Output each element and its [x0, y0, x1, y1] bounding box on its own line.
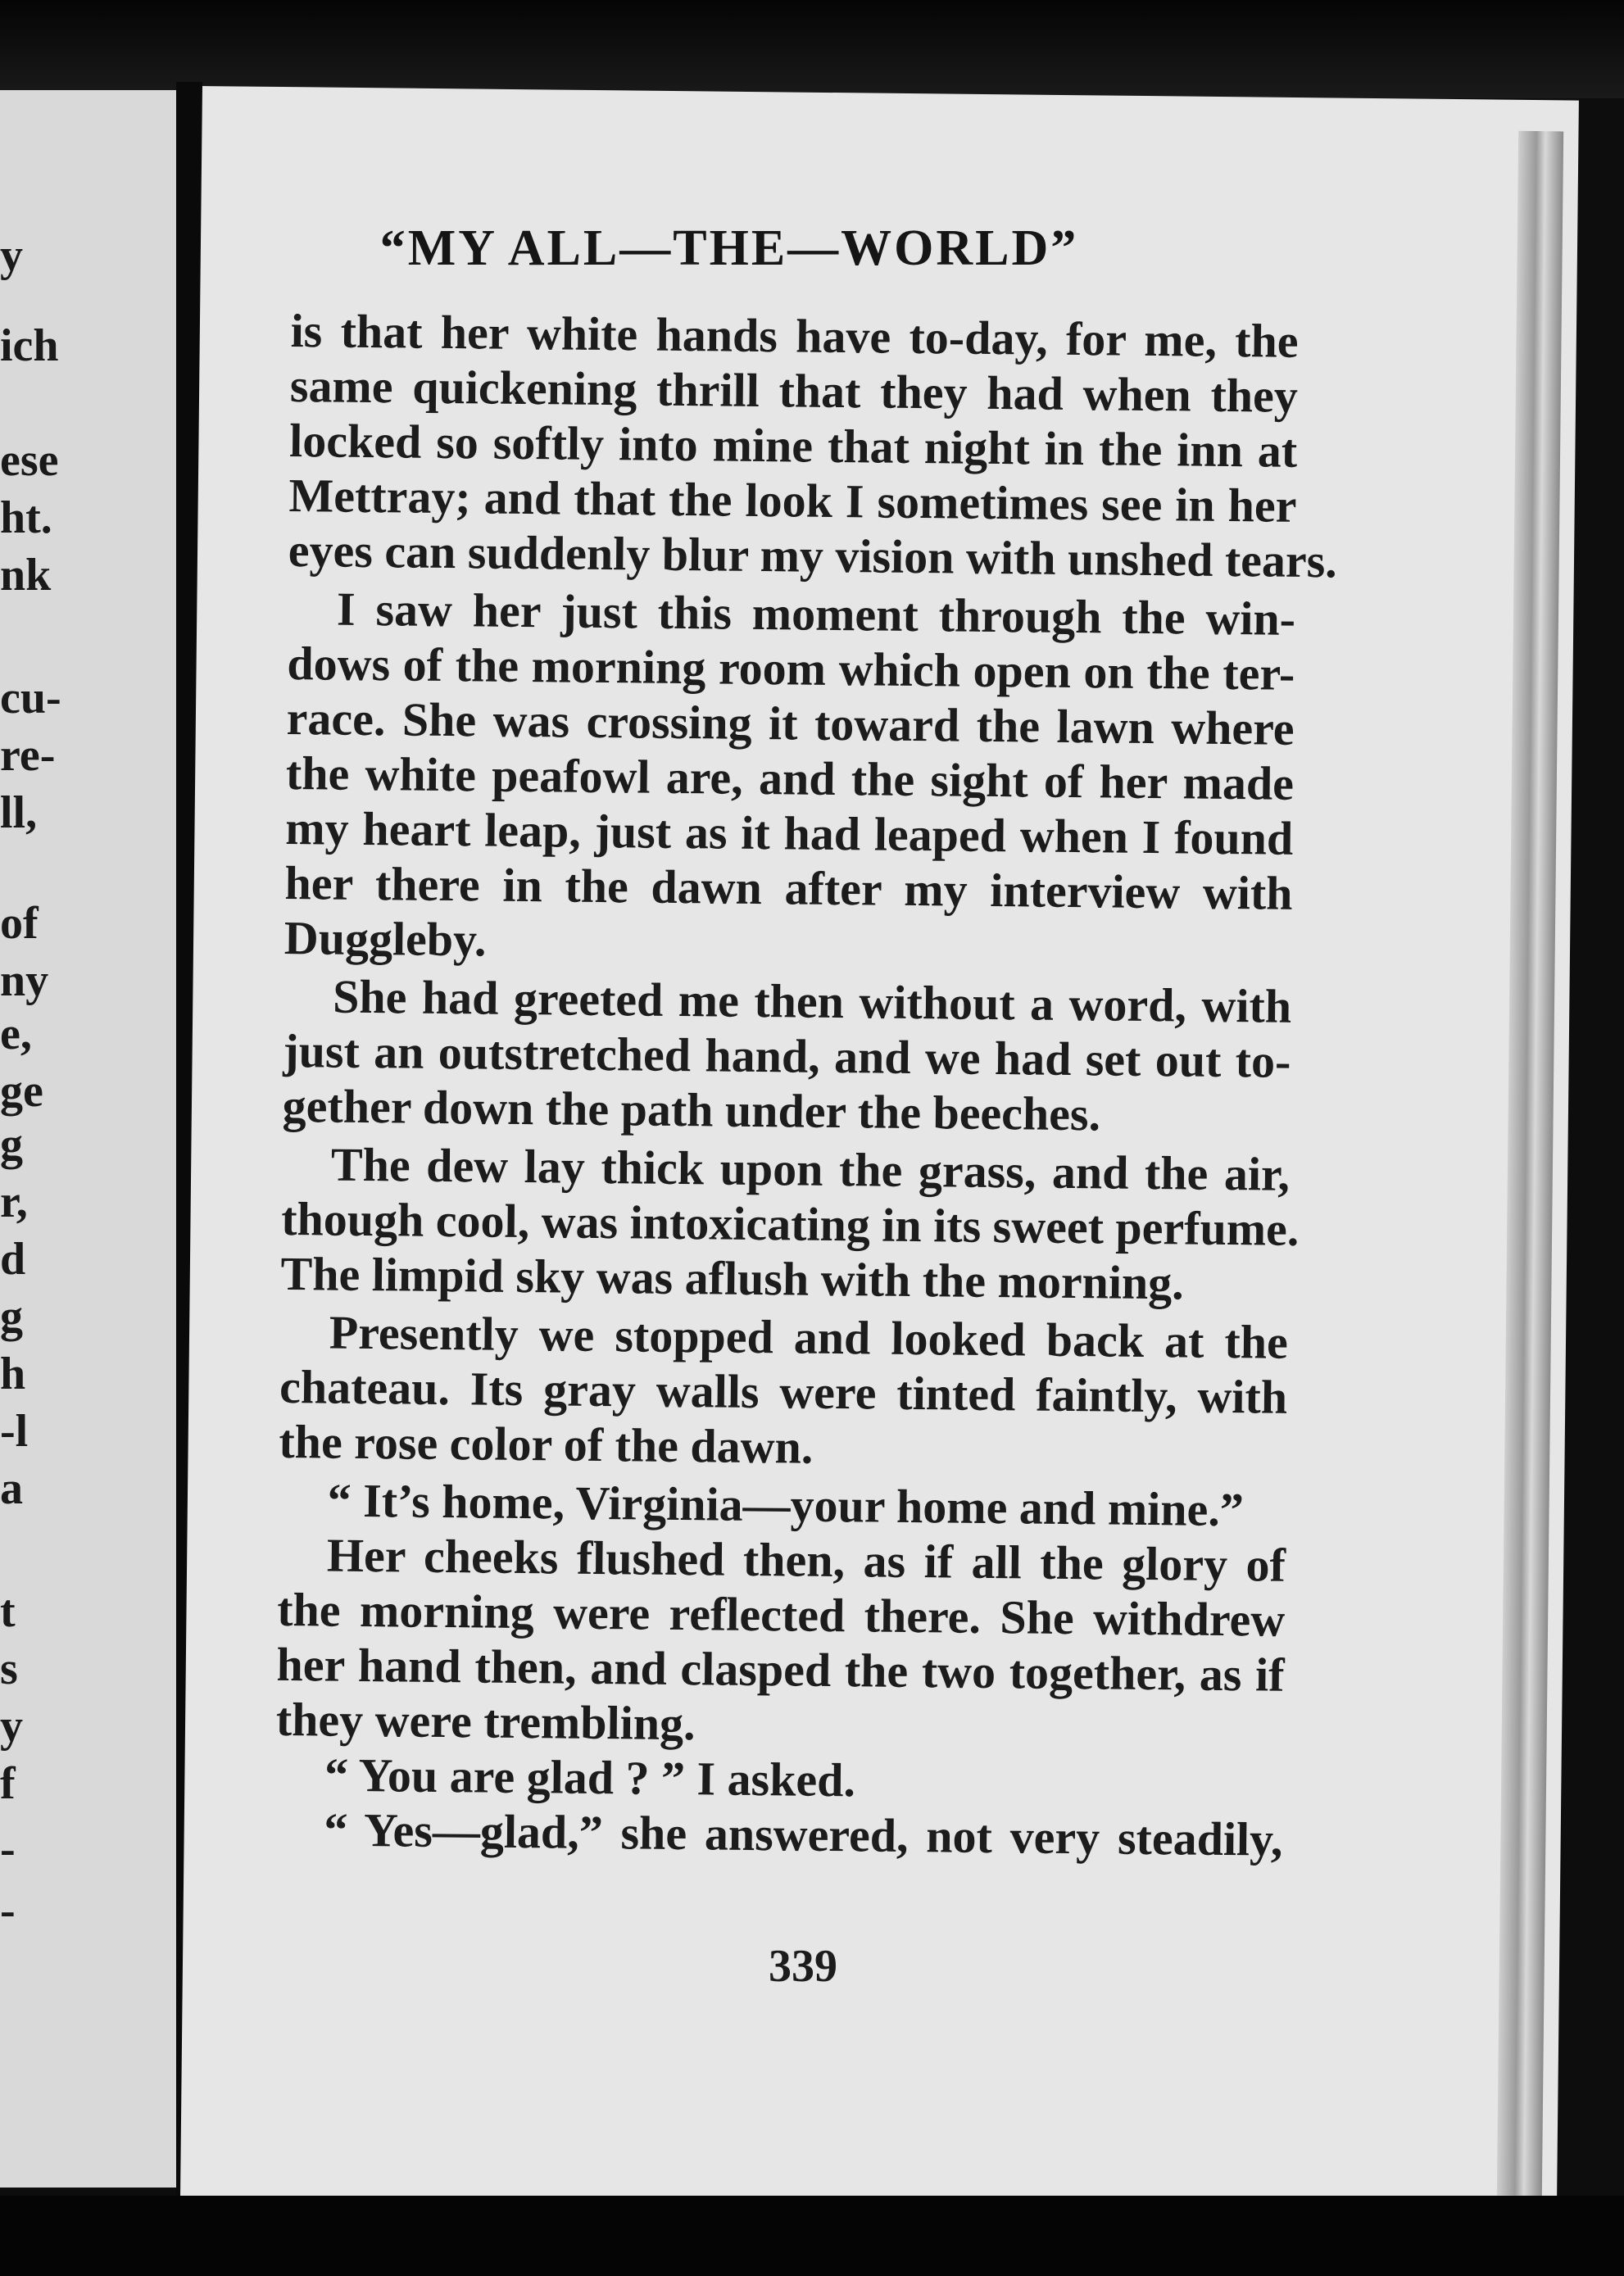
left-page-fragment: ll,: [0, 787, 38, 838]
text-line: Presently we stopped and looked back at the: [329, 1305, 1289, 1369]
left-page-fragment: y: [0, 1701, 23, 1752]
text-line: I saw her just this moment through the win-: [336, 582, 1296, 646]
text-line: the white peafowl are, and the sight of her made: [285, 746, 1295, 810]
text-line: same quickening thrill that they had when they: [289, 358, 1299, 423]
text-line: “ Yes—glad,” she answered, not very steadily,: [324, 1802, 1283, 1866]
scan-bottom-shadow: [0, 2196, 1624, 2276]
scan-top-shadow: [0, 0, 1624, 98]
left-page-fragment: ich: [0, 320, 59, 371]
left-page-fragment: -l: [0, 1406, 29, 1457]
left-page: [0, 90, 176, 2188]
left-page-fragment: g: [0, 1119, 23, 1170]
left-page-fragment: ese: [0, 435, 59, 486]
text-line: the rose color of the dawn.: [279, 1414, 814, 1474]
text-line: her there in the dawn after my interview with: [284, 855, 1293, 920]
text-line: “ You are glad ? ” I asked.: [324, 1748, 856, 1807]
text-line: “ It’s home, Virginia—your home and mine.”: [327, 1473, 1245, 1537]
left-page-fragment: y: [0, 230, 23, 281]
text-line: the morning were reflected there. She withdrew: [276, 1582, 1286, 1647]
text-line: dows of the morning room which open on the ter-: [287, 636, 1295, 700]
text-line: eyes can suddenly blur my vision with unshed tears.: [288, 523, 1338, 588]
left-page-fragment: ht.: [0, 492, 52, 543]
running-header: “MY ALL—THE—WORLD”: [379, 220, 1079, 276]
text-line: She had greeted me then without a word, with: [332, 969, 1292, 1033]
left-page-fragment: e,: [0, 1009, 32, 1059]
text-line: my heart leap, just as it had leaped when I found: [284, 800, 1294, 865]
left-page-fragment: -: [0, 1885, 16, 1936]
left-page-fragment: d: [0, 1234, 26, 1285]
body-text: [274, 303, 1338, 1867]
text-line: Duggleby.: [284, 910, 487, 967]
text-line: race. She was crossing it toward the lawn where: [286, 691, 1295, 755]
page-number: 339: [769, 1941, 837, 1992]
text-line: her hand then, and clasped the two together, as if: [276, 1637, 1285, 1702]
text-line: Mettray; and that the look I sometimes see in her: [288, 468, 1297, 533]
text-line: locked so softly into mine that night in the inn at: [288, 413, 1298, 478]
left-page-fragment: ny: [0, 955, 49, 1006]
text-line: just an outstretched hand, and we had set out to-: [283, 1023, 1291, 1088]
left-page-fragment: f: [0, 1758, 16, 1809]
left-page-fragment: nk: [0, 550, 52, 601]
text-line: gether down the path under the beeches.: [282, 1078, 1101, 1141]
left-page-fragment: ge: [0, 1066, 43, 1117]
left-page-fragment: s: [0, 1644, 18, 1694]
left-page-fragment: cu-: [0, 673, 61, 723]
left-page-fragment: of: [0, 898, 39, 949]
text-line: Her cheeks flushed then, as if all the glory of: [326, 1528, 1286, 1592]
left-page-fragment: t: [0, 1586, 16, 1637]
left-page-fragment: re-: [0, 730, 56, 781]
text-line: chateau. Its gray walls were tinted faintly, with: [279, 1359, 1288, 1424]
text-line: The limpid sky was aflush with the morning.: [280, 1246, 1185, 1310]
text-line: is that her white hands have to-day, for me, the: [290, 303, 1299, 368]
text-line: though cool, was intoxicating in its sweet perfume.: [280, 1191, 1300, 1256]
left-page-fragment: -: [0, 1824, 16, 1875]
text-line: they were trembling.: [275, 1692, 696, 1751]
left-page-fragment: a: [0, 1463, 23, 1514]
left-page-fragment: h: [0, 1349, 26, 1399]
text-line: The dew lay thick upon the grass, and the air,: [330, 1137, 1291, 1201]
left-page-fragment: r,: [0, 1177, 28, 1227]
left-page-fragment: g: [0, 1291, 23, 1342]
